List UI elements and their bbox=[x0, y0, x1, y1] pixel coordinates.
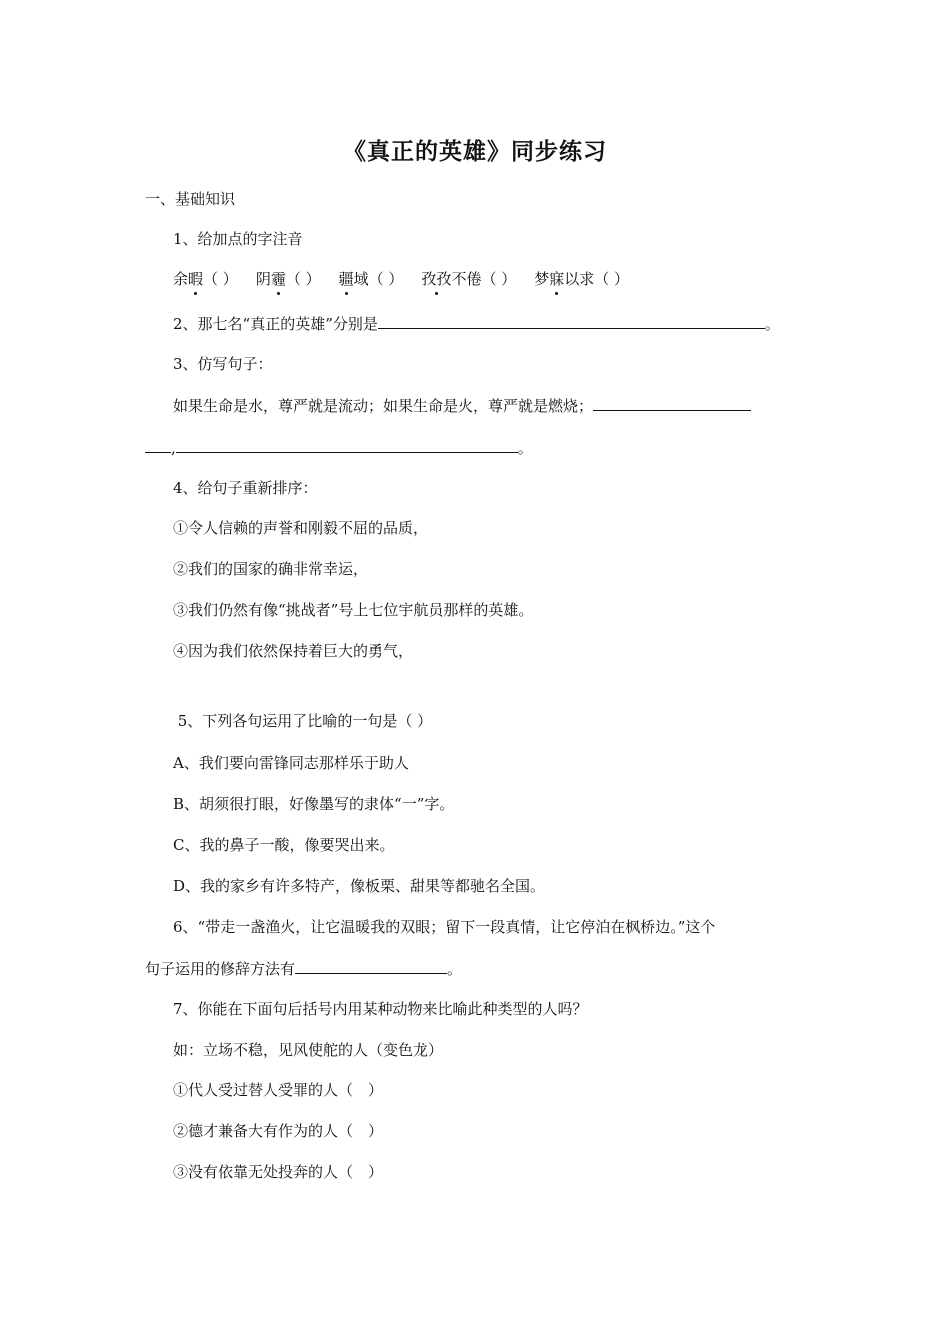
q1-item: 阴霾（ ） bbox=[255, 270, 321, 288]
question-3-text: 如果生命是水，尊严就是流动；如果生命是火，尊严就是燃烧； bbox=[173, 396, 751, 416]
dotted-char: 孜孜 bbox=[421, 270, 452, 288]
list-item: ②德才兼备大有作为的人（ ） bbox=[173, 1122, 384, 1140]
option-c: C、我的鼻子一酸，像要哭出来。 bbox=[173, 836, 395, 854]
q1-item: 孜孜不倦（ ） bbox=[421, 270, 517, 288]
list-item: ③我们仍然有像“挑战者”号上七位宇航员那样的英雄。 bbox=[173, 601, 534, 619]
option-d: D、我的家乡有许多特产，像板栗、甜果等都驰名全国。 bbox=[173, 877, 546, 895]
section-heading: 一、基础知识 bbox=[145, 190, 236, 208]
answer-blank[interactable] bbox=[295, 959, 447, 974]
list-item: ③没有依靠无处投奔的人（ ） bbox=[173, 1163, 384, 1181]
list-item: ①代人受过替人受罪的人（ ） bbox=[173, 1081, 384, 1099]
q1-item: 梦寐以求（ ） bbox=[534, 270, 630, 288]
list-item: ②我们的国家的确非常幸运， bbox=[173, 560, 369, 578]
question-1-label: 1、给加点的字注音 bbox=[173, 230, 303, 248]
question-5-label: 5、下列各句运用了比喻的一句是（ ） bbox=[173, 712, 433, 730]
q1-item: 余暇（ ） bbox=[173, 270, 238, 288]
question-6-line2: 句子运用的修辞方法有 。 bbox=[145, 960, 463, 978]
question-3-continuation: , 。 bbox=[145, 438, 533, 458]
dotted-char: 寐 bbox=[549, 270, 565, 288]
dotted-char: 疆 bbox=[338, 270, 354, 288]
answer-blank[interactable] bbox=[176, 438, 518, 453]
question-1-items bbox=[173, 269, 629, 289]
answer-blank[interactable] bbox=[145, 438, 171, 453]
dotted-char: 霾 bbox=[270, 270, 286, 288]
page-title: 《真正的英雄》同步练习 bbox=[343, 139, 607, 165]
question-7-example: 如：立场不稳，见风使舵的人（变色龙） bbox=[173, 1041, 444, 1059]
question-2: 2、那七名“真正的英雄”分别是 。 bbox=[173, 315, 780, 333]
question-3-label: 3、仿写句子： bbox=[173, 355, 273, 373]
answer-blank[interactable] bbox=[593, 396, 751, 411]
list-item: ①令人信赖的声誉和刚毅不屈的品质， bbox=[173, 519, 429, 537]
option-b: B、胡须很打眼，好像墨写的隶体“一”字。 bbox=[173, 795, 455, 813]
list-item: ④因为我们依然保持着巨大的勇气， bbox=[173, 642, 414, 660]
question-6-line1: 6、“带走一盏渔火，让它温暖我的双眼；留下一段真情，让它停泊在枫桥边。”这个 bbox=[173, 918, 716, 936]
question-4-label: 4、给句子重新排序： bbox=[173, 479, 318, 497]
dotted-char: 暇 bbox=[188, 270, 204, 288]
question-7-label: 7、你能在下面句后括号内用某种动物来比喻此种类型的人吗？ bbox=[173, 1000, 588, 1018]
q1-item: 疆域（ ） bbox=[338, 270, 404, 288]
answer-blank[interactable] bbox=[378, 314, 765, 329]
option-a: A、我们要向雷锋同志那样乐于助人 bbox=[173, 754, 409, 772]
